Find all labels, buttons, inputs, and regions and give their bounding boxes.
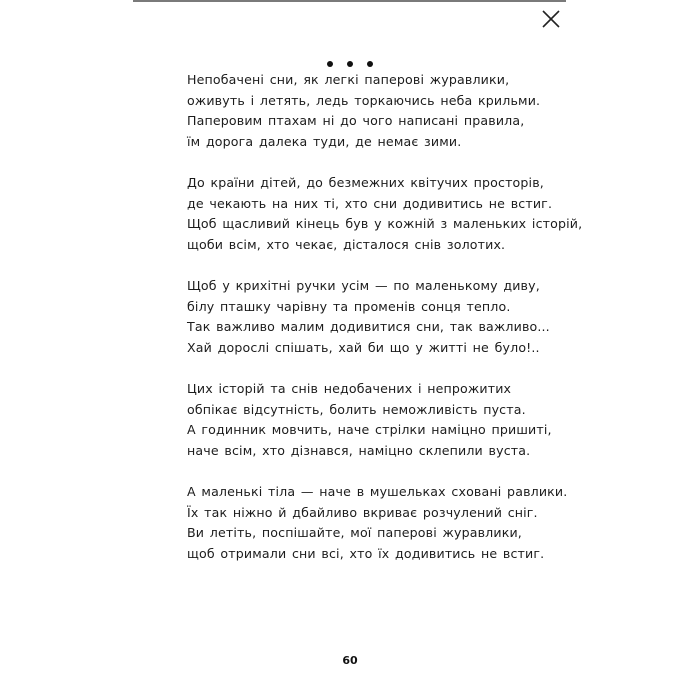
poem-line: Непобачені сни, як легкі паперові журавлики, — [187, 72, 510, 87]
poem-line: Щоб щасливий кінець був у кожній з маленьких історій, — [187, 216, 583, 231]
stanza-5 — [187, 482, 568, 564]
poem-line: щоб отримали сни всі, хто їх додивитись не встиг. — [187, 545, 545, 561]
poem-line: щоби всім, хто чекає, дісталося снів золотих. — [187, 236, 506, 252]
poem-line: білу пташку чарівну та променів сонця тепло. — [187, 298, 511, 314]
close-button[interactable] — [540, 8, 562, 30]
close-icon — [540, 8, 562, 30]
poem-line: А годинник мовчить, наче стрілки наміцно пришиті, — [187, 422, 552, 437]
poem-line: Хай дорослі спішать, хай би що у житті не було!.. — [187, 339, 540, 355]
poem-line: оживуть і летять, ледь торкаючись неба крильми. — [187, 92, 541, 108]
poem-line: Цих історій та снів недобачених і непрожитих — [187, 381, 512, 396]
top-divider — [133, 0, 566, 2]
poem-line: Ви летіть, поспішайте, мої паперові журавлики, — [187, 525, 522, 540]
separator-dot — [367, 61, 373, 67]
poem-line: де чекають на них ті, хто сни додивитись не встиг. — [187, 195, 553, 211]
stanza-2 — [187, 173, 583, 255]
stanza-1 — [187, 70, 547, 152]
page-number: 60 — [342, 654, 358, 667]
poem-line: їм дорога далека туди, де немає зими. — [187, 133, 462, 149]
poem-line: Їх так ніжно й дбайливо вкриває розчулений сніг. — [187, 504, 538, 520]
separator-dot — [327, 61, 333, 67]
separator-dot — [347, 61, 353, 67]
poem-line: А маленькі тіла — наче в мушельках сховані равлики. — [187, 484, 568, 499]
poem-line: До країни дітей, до безмежних квітучих просторів, — [187, 175, 544, 190]
stanza-3 — [187, 276, 550, 358]
stanza-4 — [187, 379, 552, 461]
poem-body — [187, 70, 583, 585]
poem-line: Паперовим птахам ні до чого написані правила, — [187, 113, 525, 128]
poem-line: наче всім, хто дізнався, наміцно склепили вуста. — [187, 442, 531, 458]
poem-line: Щоб у крихітні ручки усім — по маленькому диву, — [187, 278, 540, 293]
poem-line: обпікає відсутність, болить неможливість пуста. — [187, 401, 526, 417]
poem-line: Так важливо малим додивитися сни, так важливо... — [187, 319, 550, 334]
